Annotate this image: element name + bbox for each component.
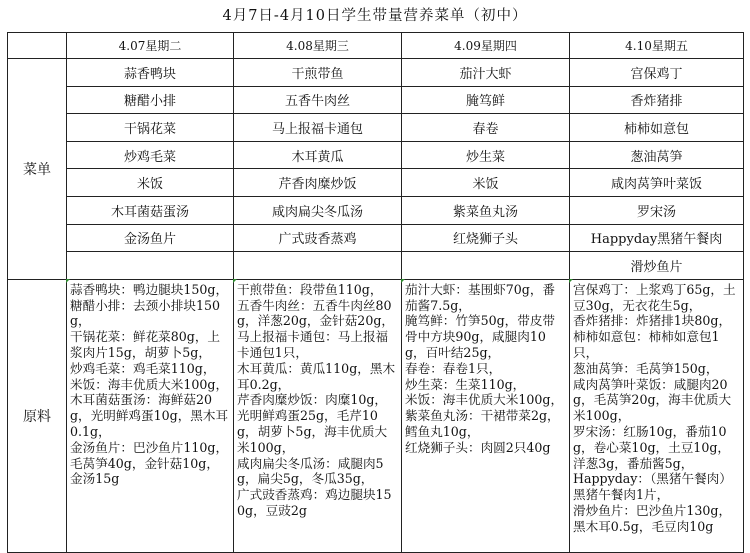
menu-label: 菜单	[8, 59, 67, 280]
dish-cell: 宫保鸡丁	[570, 59, 744, 87]
dish-cell: 干锅花菜	[67, 114, 234, 142]
ingredient-entry: 咸肉扁尖冬瓜汤：咸腿肉5g，扁尖5g，冬瓜35g，	[237, 455, 384, 487]
dish-cell: 蒜香鸭块	[67, 59, 234, 87]
ingredients-label: 原料	[8, 279, 67, 552]
dish-cell: 紫菜鱼丸汤	[402, 196, 570, 224]
dish-cell: 罗宋汤	[570, 196, 744, 224]
header-cell: 4.08星期三	[234, 33, 402, 59]
ingredient-entry: 紫菜鱼丸汤：干裙带菜2g，鳕鱼丸10g，	[405, 408, 560, 439]
ingredient-entry: 炒生菜：生菜110g，	[405, 376, 526, 392]
dish-cell: 咸肉莴笋叶菜饭	[570, 169, 744, 197]
ingredient-entry: 滑炒鱼片：巴沙鱼片130g，黑木耳0.5g，毛豆肉10g	[573, 502, 732, 534]
dish-cell: 茄汁大虾	[402, 59, 570, 87]
dish-cell: 香炸猪排	[570, 86, 744, 114]
dish-cell: 春卷	[402, 114, 570, 142]
ingredient-entry: 米饭：海丰优质大米100g，	[70, 376, 229, 392]
ingredient-entry: 五香牛肉丝：五香牛肉丝80g，洋葱20g，金针菇20g，	[237, 297, 394, 329]
ingredients-row	[8, 279, 744, 552]
dish-cell	[67, 252, 234, 280]
header-cell: 4.09星期四	[402, 33, 570, 59]
dish-cell: 糖醋小排	[67, 86, 234, 114]
ingredients-cell	[67, 279, 234, 552]
ingredient-entry: 春卷：春卷1只，	[405, 360, 502, 376]
ingredient-entry: 蒜香鸭块：鸭边腿块150g，	[70, 281, 229, 297]
dish-row	[8, 86, 744, 114]
dish-cell: 米饭	[402, 169, 570, 197]
ingredients-cell	[234, 279, 402, 552]
dish-cell	[234, 252, 402, 280]
dish-cell: 炒生菜	[402, 141, 570, 169]
dish-cell: 干煎带鱼	[234, 59, 402, 87]
header-row	[8, 33, 744, 59]
ingredient-entry: 干锅花菜：鲜花菜80g，上浆肉片15g，胡萝卜5g，	[70, 329, 221, 360]
dish-cell: 滑炒鱼片	[570, 252, 744, 280]
header-cell: 4.07星期二	[67, 33, 234, 59]
dish-row	[8, 114, 744, 142]
menu-table	[7, 32, 744, 553]
ingredient-entry: 马上报福卡通包：马上报福卡通包1只，	[237, 329, 389, 360]
ingredient-entry: 茄汁大虾：基围虾70g，番茄酱7.5g，	[405, 281, 556, 313]
ingredient-entry: 宫保鸡丁：上浆鸡丁65g，土豆30g，无衣花生5g，	[573, 281, 736, 313]
ingredient-entry: 木耳黄瓜：黄瓜110g，黑木耳0.2g，	[237, 360, 396, 392]
ingredient-entry: 米饭：海丰优质大米100g，	[405, 392, 564, 408]
dish-row	[8, 59, 744, 87]
dish-cell: 木耳黄瓜	[234, 141, 402, 169]
ingredient-entry: Happyday：（黑猪午餐肉）黑猪午餐肉1片，	[573, 471, 732, 503]
cell-corner-marker	[569, 279, 573, 283]
ingredient-entry: 糖醋小排：去颈小排块150g，	[70, 297, 220, 329]
dish-row	[8, 141, 744, 169]
header-cell	[8, 33, 67, 59]
dish-cell: 广式豉香蒸鸡	[234, 224, 402, 252]
ingredient-entry: 咸肉莴笋叶菜饭：咸腿肉20g，毛莴笋20g，海丰优质大米100g，	[573, 376, 732, 424]
cell-corner-marker	[233, 279, 237, 283]
ingredients-cell	[402, 279, 570, 552]
dish-cell: 马上报福卡通包	[234, 114, 402, 142]
ingredient-entry: 广式豉香蒸鸡：鸡边腿块150g，豆豉2g	[237, 487, 392, 518]
ingredient-entry: 红烧狮子头：肉圆2只40g	[405, 439, 551, 455]
ingredient-entry: 腌笃鲜：竹笋50g，带皮带骨中方块90g，咸腿肉10g，百叶结25g，	[405, 313, 556, 360]
ingredient-entry: 木耳菌菇蛋汤：海鲜菇20g，光明鲜鸡蛋10g，黑木耳0.1g，	[70, 392, 229, 439]
dish-cell: 腌笃鲜	[402, 86, 570, 114]
dish-cell: 金汤鱼片	[67, 224, 234, 252]
dish-cell: 咸肉扁尖冬瓜汤	[234, 196, 402, 224]
dish-cell	[402, 252, 570, 280]
dish-cell: 炒鸡毛菜	[67, 141, 234, 169]
dish-cell: 五香牛肉丝	[234, 86, 402, 114]
dish-row	[8, 196, 744, 224]
cell-corner-marker	[401, 279, 405, 283]
ingredient-entry: 罗宋汤：红肠10g，番茄10g，卷心菜10g，土豆10g，洋葱3g，番茄酱5g，	[573, 423, 730, 471]
dish-row	[8, 224, 744, 252]
header-cell: 4.10星期五	[570, 33, 744, 59]
page-title: 4月7日-4月10日学生带量营养菜单（初中）	[222, 8, 528, 24]
ingredient-entry: 金汤鱼片：巴沙鱼片110g，毛莴笋40g，金针菇10g，金汤15g	[70, 439, 229, 487]
ingredient-entry: 柿柿如意包：柿柿如意包1只，	[573, 329, 720, 360]
cell-corner-marker	[66, 279, 70, 283]
ingredient-entry: 干煎带鱼：段带鱼110g，	[237, 281, 383, 297]
ingredients-cell	[570, 279, 744, 552]
dish-cell: 芹香肉糜炒饭	[234, 169, 402, 197]
dish-row	[8, 169, 744, 197]
dish-cell: 葱油莴笋	[570, 141, 744, 169]
ingredient-entry: 芹香肉糜炒饭：肉糜10g，光明鲜鸡蛋25g，毛芹10g，胡萝卜5g，海丰优质大米100g，	[237, 392, 388, 455]
dish-cell: 木耳菌菇蛋汤	[67, 196, 234, 224]
dish-cell: 柿柿如意包	[570, 114, 744, 142]
dish-cell: Happyday黑猪午餐肉	[570, 224, 744, 252]
dish-row	[8, 252, 744, 280]
ingredient-entry: 炒鸡毛菜：鸡毛菜110g，	[70, 360, 216, 376]
ingredient-entry: 香炸猪排：炸猪排1块80g，	[573, 313, 732, 329]
ingredient-entry: 葱油莴笋：毛莴笋150g，	[573, 360, 719, 376]
dish-cell: 米饭	[67, 169, 234, 197]
dish-cell: 红烧狮子头	[402, 224, 570, 252]
